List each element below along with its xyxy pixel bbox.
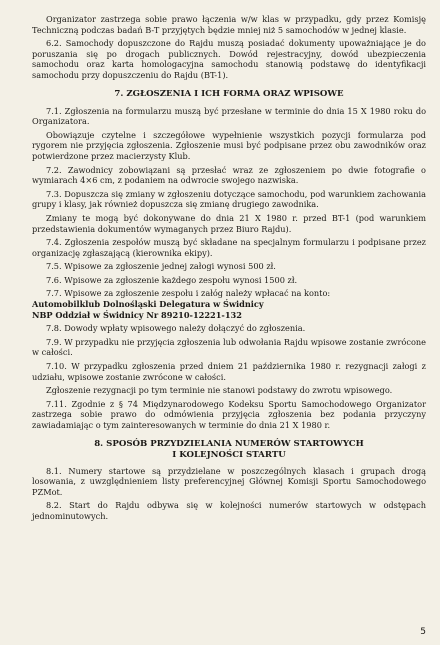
- section-heading-7: 7. ZGŁOSZENIA I ICH FORMA ORAZ WPISOWE: [114, 88, 344, 99]
- paragraph-7-8: 7.8. Dowody wpłaty wpisowego należy dołączyć do zgłoszenia.: [46, 323, 306, 334]
- paragraph-7-10-resignation: Zgłoszenie rezygnacji po tym terminie nie stanowi podstawy do zwrotu wpisowego.: [46, 385, 393, 396]
- bank-account-holder: Automobilklub Dolnośląski Delegatura w Świdnicy: [32, 299, 264, 310]
- paragraph-7-9: 7.9. W przypadku nie przyjęcia zgłoszenia lub odwołania Rajdu wpisowe zostanie zwrócone w całości.: [32, 336, 426, 358]
- paragraph-6-2: 6.2. Samochody dopuszczone do Rajdu muszą posiadać dokumenty upoważniające je do poruszania się po drogach publicznych. Dowód rejestracyjny, dowód ubezpieczenia samochodu oraz karta homologacyjna samochodu stanowią podstawę do identyfikacji samochodu przy dopuszczeniu do Rajdu (BT-1).: [32, 38, 426, 80]
- bank-account-number: NBP Oddział w Świdnicy Nr 89210-12221-132: [32, 309, 242, 320]
- paragraph-7-3: 7.3. Dopuszcza się zmiany w zgłoszeniu dotyczące samochodu, pod warunkiem zachowania grupy i klasy, jak również dopuszcza się zmianę drugiego zawodnika.: [32, 188, 426, 210]
- page-number: 5: [420, 627, 426, 637]
- paragraph-7-6: 7.6. Wpisowe za zgłoszenie każdego zespołu wynosi 1500 zł.: [46, 274, 298, 285]
- paragraph-7-10: 7.10. W przypadku zgłoszenia przed dniem 21 października 1980 r. rezygnacji załogi z udziału, wpisowe zostanie zwrócone w całości.: [32, 361, 426, 382]
- section-heading-8-line-2: I KOLEJNOŚCI STARTU: [172, 449, 286, 460]
- paragraph-7-5: 7.5. Wpisowe za zgłoszenie jednej załogi wynosi 500 zł.: [46, 261, 276, 272]
- paragraph-7-1: 7.1. Zgłoszenia na formularzu muszą być przesłane w terminie do dnia 15 X 1980 roku do Organizatora.: [32, 105, 426, 127]
- paragraph-8-1: 8.1. Numery startowe są przydzielane w poszczególnych klasach i grupach drogą losowania, z uwzględnieniem listy preferencyjnej Głównej Komisji Sportu Samochodowego PZMot.: [32, 465, 426, 497]
- paragraph-8-2: 8.2. Start do Rajdu odbywa się w kolejności numerów startowych w odstępach jednominutowych.: [32, 500, 426, 521]
- paragraph-7-4: 7.4. Zgłoszenia zespołów muszą być składane na specjalnym formularzu i podpisane przez organizację zgłaszającą (kierownika ekipy).: [32, 237, 426, 258]
- paragraph-7-3-changes: Zmiany te mogą być dokonywane do dnia 21 X 1980 r. przed BT-1 (pod warunkiem przedstawienia dokumentów wymaganych przez Biuro Rajdu).: [32, 212, 426, 234]
- section-heading-8: [32, 439, 426, 461]
- paragraph-7-11: 7.11. Zgodnie z § 74 Międzynarodowego Kodeksu Sportu Samochodowego Organizator zastrzega sobie prawo do odmówienia przyjęcia zgłoszenia bez podania przyczyny zawiadamiając o tym zainteresowanych w terminie do dnia 21 X 1980 r.: [32, 398, 426, 430]
- paragraph-class-merge: Organizator zastrzega sobie prawo łączenia w/w klas w przypadku, gdy przez Komisję Techniczną podczas badań B-T przyjętych będzie mniej niż 5 samochodów w jednej klasie.: [32, 14, 426, 35]
- paragraph-7-2: 7.2. Zawodnicy zobowiązani są przesłać wraz ze zgłoszeniem po dwie fotografie o wymiarach 4×6 cm, z podaniem na odwrocie swojego nazwiska.: [32, 164, 426, 186]
- section-heading-8-line-1: 8. SPOSÓB PRZYDZIELANIA NUMERÓW STARTOWYCH: [94, 438, 364, 449]
- paragraph-7-1-form: Obowiązuje czytelne i szczegółowe wypełnienie wszystkich pozycji formularza pod rygorem nie przyjęcia zgłoszenia. Zgłoszenie musi być podpisane przez obu zawodników oraz potwierdzone przez macierzysty Klub.: [32, 129, 426, 161]
- paragraph-7-7: 7.7. Wpisowe za zgłoszenie zespołu i załóg należy wpłacać na konto:: [46, 288, 331, 299]
